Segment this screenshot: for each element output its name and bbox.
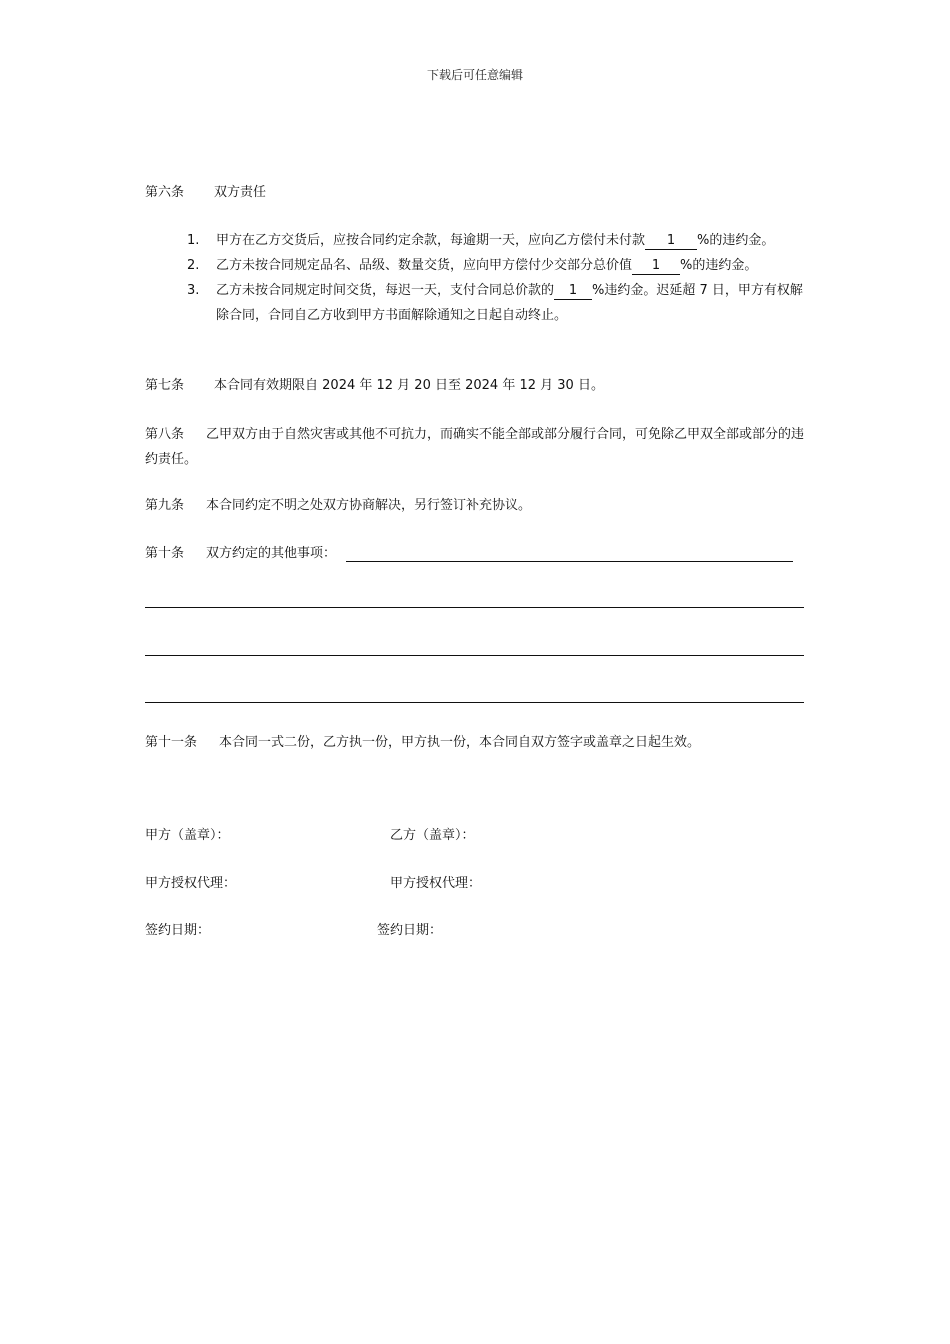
page-header: 下载后可任意编辑 [426,68,523,82]
article-6-list [145,228,810,328]
party-a-agent: 甲方授权代理： [145,876,237,891]
blank-line [346,561,793,562]
list-item [145,278,810,328]
list-item-number: 2. [187,258,200,273]
article-8-text: 乙甲双方由于自然灾害或其他不可抗力，而确实不能全部或部分履行合同，可免除乙甲双全部或部分的违约责任。 [145,427,805,467]
article-10-text: 双方约定的其他事项： [206,546,337,561]
list-item-text-end: %违约金。迟延超 7 日，甲方有权解除合同，合同自乙方收到甲方书面解除通知之日起自动终止。 [216,283,803,323]
sign-date-a: 签约日期： [145,923,211,938]
article-8-title: 第八条 [145,427,185,442]
article-9-text: 本合同约定不明之处双方协商解决，另行签订补充协议。 [206,498,532,513]
article-8 [145,422,805,472]
article-11-title: 第十一条 [145,735,198,750]
blank-value: 1 [632,258,680,275]
list-item-text-end: %的违约金。 [697,233,775,248]
article-9-title: 第九条 [145,498,185,513]
blank-value: 1 [645,233,697,250]
list-item-text: 乙方未按合同规定品名、品级、数量交货，应向甲方偿付少交部分总价值 [216,258,633,273]
article-7 [145,373,805,398]
list-item-text: 甲方在乙方交货后，应按合同约定余款，每逾期一天，应向乙方偿付未付款 [216,233,646,248]
article-7-title: 第七条 [145,378,185,393]
party-b-seal: 乙方（盖章）： [390,828,475,843]
article-6-heading-text: 双方责任 [214,185,267,200]
article-10-title: 第十条 [145,546,185,561]
list-item-number: 1. [187,233,200,248]
sign-date-b: 签约日期： [377,923,443,938]
party-b-agent: 甲方授权代理： [390,876,482,891]
list-item-text-end: %的违约金。 [680,258,758,273]
article-7-text: 本合同有效期限自 2024 年 12 月 20 日至 2024 年 12 月 30 日。 [214,378,604,393]
article-6-title: 第六条 [145,185,185,200]
article-11 [145,730,805,755]
blank-value: 1 [554,283,592,300]
list-item [145,228,810,253]
list-item-number: 3. [187,283,200,298]
article-9 [145,493,805,518]
blank-line [145,702,804,703]
party-a-seal: 甲方（盖章）： [145,828,230,843]
article-11-text: 本合同一式二份，乙方执一份，甲方执一份，本合同自双方签字或盖章之日起生效。 [219,735,701,750]
blank-line [145,607,804,608]
list-item [145,253,810,278]
article-6-heading [145,180,805,205]
article-10 [145,541,805,566]
list-item-text: 乙方未按合同规定时间交货，每迟一天，支付合同总价款的 [216,283,555,298]
blank-line [145,655,804,656]
